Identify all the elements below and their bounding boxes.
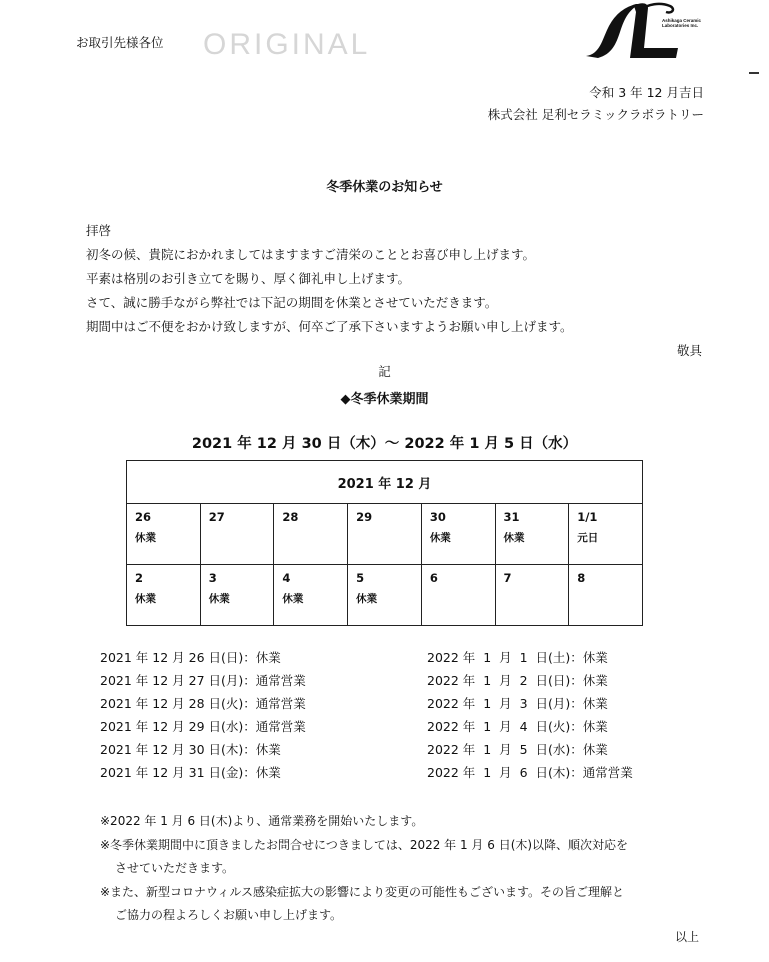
letter-paragraph: さて、誠に勝手ながら弊社では下記の期間を休業とさせていただきます。 (86, 295, 498, 310)
schedule-item: 2021 年 12 月 27 日(月)：通常営業 (100, 673, 306, 688)
calendar-cell: 6 (421, 565, 495, 626)
note-line: ※2022 年 1 月 6 日(木)より、通常業務を開始いたします。 (100, 814, 424, 828)
company-logo-icon (578, 0, 708, 60)
letter-paragraph: 平素は格別のお引き立てを賜り、厚く御礼申し上げます。 (86, 271, 411, 286)
holiday-calendar (126, 460, 643, 626)
schedule-item: 2022 年 1 月 6 日(木)：通常営業 (427, 765, 633, 780)
calendar-cell: 1/1 元日 (569, 504, 643, 565)
calendar-cell: 29 (348, 504, 422, 565)
calendar-week-row (127, 565, 643, 626)
end-marker: 以上 (674, 930, 699, 944)
calendar-cell: 5 休業 (348, 565, 422, 626)
schedule-item: 2021 年 12 月 31 日(金)：休業 (100, 765, 281, 780)
opening-salutation: 拝啓 (86, 223, 112, 238)
schedule-item: 2022 年 1 月 5 日(水)：休業 (427, 742, 608, 757)
note-line: ご協力の程よろしくお願い申し上げます。 (115, 908, 343, 922)
calendar-week-row (127, 504, 643, 565)
calendar-cell: 30 休業 (421, 504, 495, 565)
closing-word: 敬具 (676, 343, 702, 358)
calendar-cell: 4 休業 (274, 565, 348, 626)
recipient-line: お取引先様各位 (76, 35, 164, 50)
calendar-cell: 7 (495, 565, 569, 626)
issue-date: 令和 3 年 12 月吉日 (589, 85, 704, 100)
schedule-item: 2021 年 12 月 28 日(火)：通常営業 (100, 696, 306, 711)
calendar-cell: 28 (274, 504, 348, 565)
calendar-cell: 2 休業 (127, 565, 201, 626)
company-name: 株式会社 足利セラミックラボラトリー (487, 107, 704, 122)
company-logo (578, 0, 708, 60)
schedule-item: 2021 年 12 月 26 日(日)：休業 (100, 650, 281, 665)
calendar-cell: 31 休業 (495, 504, 569, 565)
schedule-item: 2021 年 12 月 29 日(水)：通常営業 (100, 719, 306, 734)
note-line: させていただきます。 (115, 861, 235, 875)
schedule-item: 2022 年 1 月 3 日(月)：休業 (427, 696, 608, 711)
calendar-cell: 8 (569, 565, 643, 626)
logo-text: Ashikaga Ceramic Laboratories Inc. (662, 18, 702, 28)
ki-marker: 記 (378, 364, 391, 379)
document-title: 冬季休業のお知らせ (326, 180, 443, 195)
schedule-item: 2022 年 1 月 4 日(火)：休業 (427, 719, 608, 734)
calendar-cell: 26 休業 (127, 504, 201, 565)
schedule-item: 2021 年 12 月 30 日(木)：休業 (100, 742, 281, 757)
schedule-item: 2022 年 1 月 1 日(土)：休業 (427, 650, 608, 665)
note-line: ※また、新型コロナウィルス感染症拡大の影響により変更の可能性もございます。その旨ご理解と (100, 885, 625, 899)
calendar-cell: 3 休業 (200, 565, 274, 626)
calendar-header: 2021 年 12 月 (127, 461, 643, 504)
holiday-period: 2021 年 12 月 30 日（木）～ 2022 年 1 月 5 日（水） (191, 436, 578, 452)
calendar-cell: 27 (200, 504, 274, 565)
letter-paragraph: 期間中はご不便をおかけ致しますが、何卒ご了承下さいますようお願い申し上げます。 (86, 319, 573, 334)
schedule-item: 2022 年 1 月 2 日(日)：休業 (427, 673, 608, 688)
letter-paragraph: 初冬の候、貴院におかれましてはますますご清栄のこととお喜び申し上げます。 (86, 247, 536, 262)
section-heading: ◆冬季休業期間 (340, 392, 429, 407)
original-stamp: ORIGINAL (203, 28, 371, 61)
note-line: ※冬季休業期間中に頂きましたお問合せにつきましては、2022 年 1 月 6 日(木)以降、順次対応を (100, 838, 629, 852)
scan-mark (749, 72, 759, 74)
